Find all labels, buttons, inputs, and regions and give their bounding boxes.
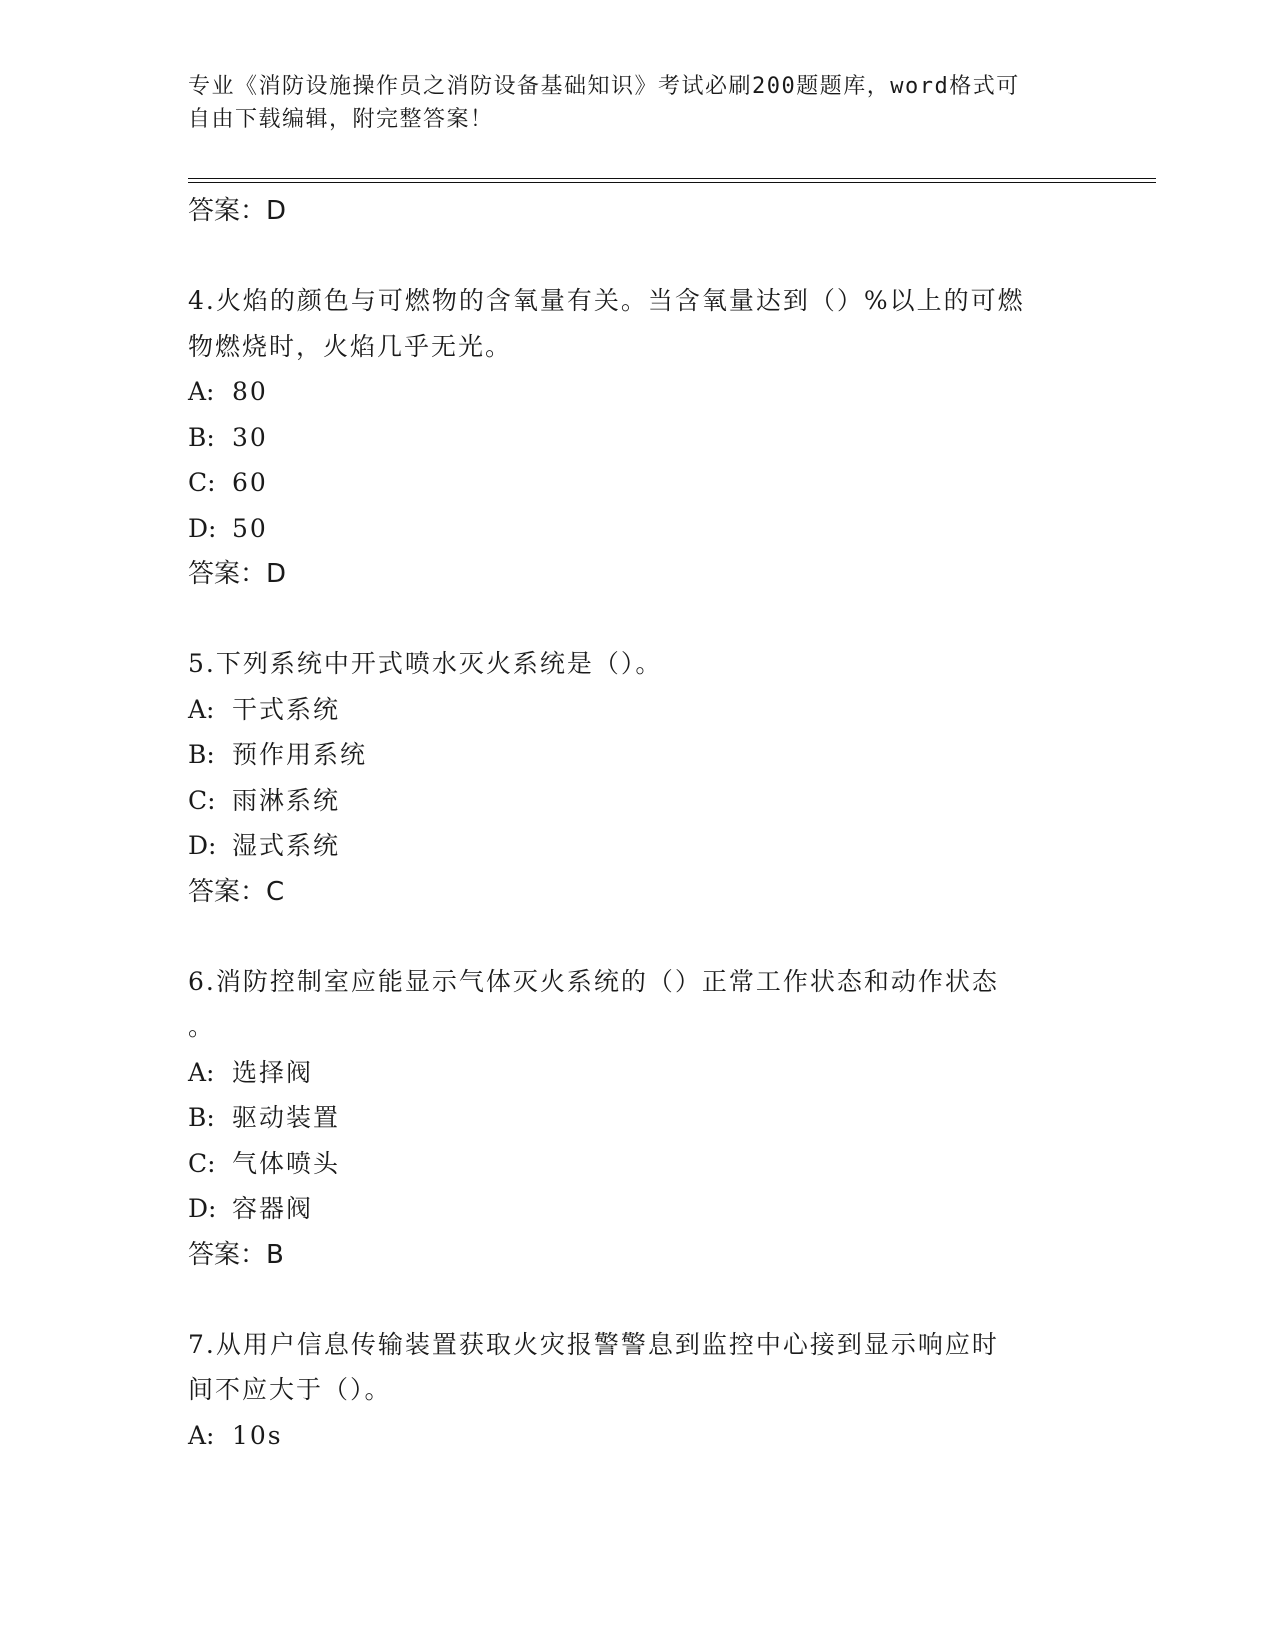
answer: 答案：B [188, 1239, 284, 1270]
question-6 [188, 959, 1088, 1278]
option-label: C: [188, 1148, 216, 1178]
option-d [188, 506, 1088, 552]
option-label: A: [188, 377, 215, 406]
spacer [188, 915, 1088, 959]
question-text-line: 。 [188, 1012, 216, 1041]
option-text: 干式系统 [232, 694, 341, 724]
option-text: 50 [232, 513, 268, 543]
option-label: C: [188, 468, 216, 497]
option-text: 选择阀 [232, 1057, 314, 1087]
spacer [188, 597, 1088, 641]
option-text: 60 [232, 468, 268, 497]
header-rule-top [188, 178, 1156, 179]
option-label: B: [188, 422, 215, 452]
option-label: B: [188, 740, 215, 769]
option-label: D: [188, 513, 217, 543]
header-line-2: 自由下载编辑，附完整答案！ [188, 107, 494, 132]
question-5 [188, 641, 1088, 915]
option-label: A: [188, 1420, 215, 1450]
option-label: D: [188, 1194, 217, 1223]
header-line-1: 专业《消防设施操作员之消防设备基础知识》考试必刷200题题库，word格式可 [188, 74, 1020, 99]
option-label: B: [188, 1103, 215, 1132]
option-label: D: [188, 831, 217, 860]
option-text: 容器阀 [232, 1194, 314, 1223]
option-text: 预作用系统 [232, 740, 368, 769]
spacer [188, 1278, 1088, 1322]
option-label: C: [188, 785, 216, 815]
option-b [188, 732, 1088, 778]
question-text-line: 4.火焰的颜色与可燃物的含氧量有关。当含氧量达到（）%以上的可燃 [188, 286, 1025, 315]
option-a [188, 1050, 1088, 1096]
option-label: A: [188, 1057, 215, 1087]
option-b [188, 1095, 1088, 1141]
question-4 [188, 278, 1088, 597]
option-d [188, 823, 1088, 869]
question-text [188, 1322, 1088, 1413]
previous-answer: 答案：D [188, 196, 287, 226]
answer: 答案：C [188, 876, 285, 907]
question-text-line: 6.消防控制室应能显示气体灭火系统的（）正常工作状态和动作状态 [188, 966, 999, 996]
question-text [188, 959, 1088, 1050]
question-7 [188, 1322, 1088, 1459]
option-text: 气体喷头 [232, 1148, 341, 1178]
option-text: 80 [232, 377, 268, 406]
spacer [188, 234, 1088, 278]
question-text-line: 物燃烧时，火焰几乎无光。 [188, 331, 513, 361]
option-c [188, 778, 1088, 824]
option-a [188, 1413, 1088, 1459]
option-text: 雨淋系统 [232, 785, 341, 815]
question-text [188, 641, 1088, 687]
option-text: 10s [232, 1420, 283, 1450]
question-text [188, 278, 1088, 369]
option-text: 30 [232, 422, 268, 452]
question-text-line: 7.从用户信息传输装置获取火灾报警警息到监控中心接到显示响应时 [188, 1329, 999, 1359]
option-a [188, 687, 1088, 733]
answer: 答案：D [188, 559, 287, 589]
option-label: A: [188, 694, 215, 724]
option-text: 驱动装置 [232, 1103, 341, 1132]
option-c [188, 460, 1088, 506]
page-header [188, 70, 1088, 136]
question-text-line: 间不应大于（）。 [188, 1375, 392, 1404]
header-rule-bottom [188, 182, 1156, 183]
option-c [188, 1141, 1088, 1187]
option-text: 湿式系统 [232, 831, 341, 860]
document-body [188, 188, 1088, 1458]
option-a [188, 369, 1088, 415]
option-b [188, 415, 1088, 461]
question-text-line: 5.下列系统中开式喷水灭火系统是（）。 [188, 649, 663, 678]
option-d [188, 1186, 1088, 1232]
